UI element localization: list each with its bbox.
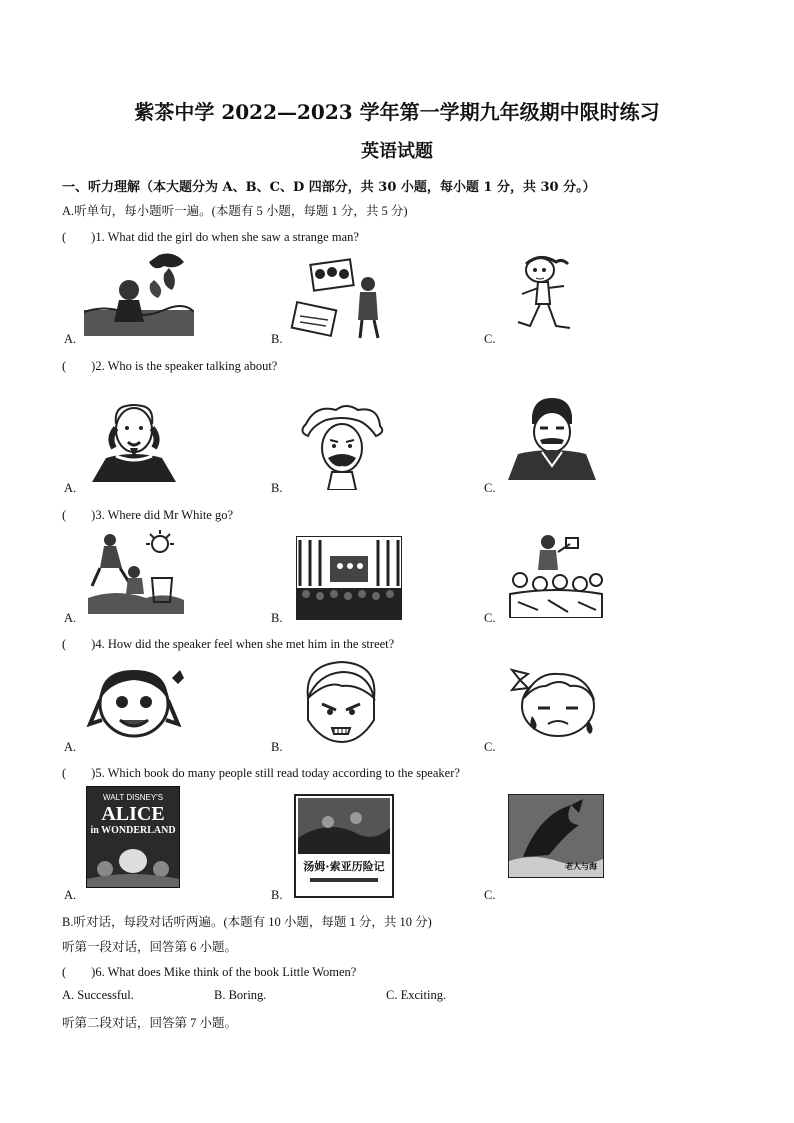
part-b-instruction: B.听对话，每段对话听两遍。(本题有 10 小题，每题 1 分，共 10 分): [62, 915, 432, 929]
q3-option-c: C.: [484, 611, 496, 625]
question-6: ( )6. What does Mike think of the book Little Women?: [62, 965, 357, 979]
alice-cover-top: WALT DISNEY'S: [102, 793, 164, 802]
question-4: ( )4. How did the speaker feel when she met him in the street?: [62, 637, 395, 651]
q4-option-b: B.: [271, 740, 283, 754]
q6-option-a: A. Successful.: [62, 988, 134, 1002]
section-heading: 一、听力理解（本大题分为 A、B、C、D 四部分，共 30 小题，每小题 1 分，共 30 分。）: [62, 180, 596, 195]
dialog-2-instruction: 听第二段对话，回答第 7 小题。: [62, 1016, 238, 1030]
q4-picture-c: [506, 664, 604, 744]
q1-picture-c: [510, 252, 580, 332]
q4-option-c: C.: [484, 740, 496, 754]
q4-picture-a: [84, 664, 188, 744]
q2-picture-a: [86, 398, 182, 482]
q4-picture-b: [298, 658, 384, 746]
oldman-cover-title: 老人与海: [565, 862, 597, 871]
page-title: 紫茶中学 2022—2023 学年第一学期九年级期中限时练习: [134, 100, 660, 124]
question-3: ( )3. Where did Mr White go?: [62, 508, 234, 522]
alice-cover-sub: in WONDERLAND: [90, 825, 176, 836]
q5-option-c: C.: [484, 888, 496, 902]
q6-option-c: C. Exciting.: [386, 988, 447, 1002]
question-1: ( )1. What did the girl do when she saw a strange man?: [62, 230, 359, 244]
part-a-instruction: A.听单句，每小题听一遍。(本题有 5 小题，每题 1 分，共 5 分): [62, 204, 408, 218]
q2-option-a: A.: [64, 481, 77, 495]
q6-option-b: B. Boring.: [214, 988, 267, 1002]
q3-picture-b: [296, 536, 402, 620]
q2-option-b: B.: [271, 481, 283, 495]
question-2: ( )2. Who is the speaker talking about?: [62, 359, 278, 373]
q1-picture-b: [290, 258, 390, 340]
q4-option-a: A.: [64, 740, 77, 754]
q2-picture-c: [504, 394, 600, 480]
q3-option-a: A.: [64, 611, 77, 625]
q2-option-c: C.: [484, 481, 496, 495]
q3-option-b: B.: [271, 611, 283, 625]
q5-picture-c: [508, 794, 604, 878]
tom-cover-title: 汤姆·索亚历险记: [303, 860, 385, 873]
q5-option-b: B.: [271, 888, 283, 902]
q5-picture-b: [294, 794, 394, 898]
dialog-1-instruction: 听第一段对话，回答第 6 小题。: [62, 940, 238, 954]
q1-picture-a: [84, 250, 194, 336]
q5-option-a: A.: [64, 888, 77, 902]
question-5: ( )5. Which book do many people still read today according to the speaker?: [62, 766, 460, 780]
q3-picture-a: [86, 528, 186, 614]
alice-cover-title: ALICE: [101, 803, 165, 825]
q2-picture-b: [296, 402, 386, 490]
q3-picture-c: [508, 530, 604, 618]
q1-option-b: B.: [271, 332, 283, 346]
q1-option-a: A.: [64, 332, 77, 346]
q1-option-c: C.: [484, 332, 496, 346]
page-subtitle: 英语试题: [361, 141, 433, 162]
q5-picture-a: [86, 786, 180, 888]
